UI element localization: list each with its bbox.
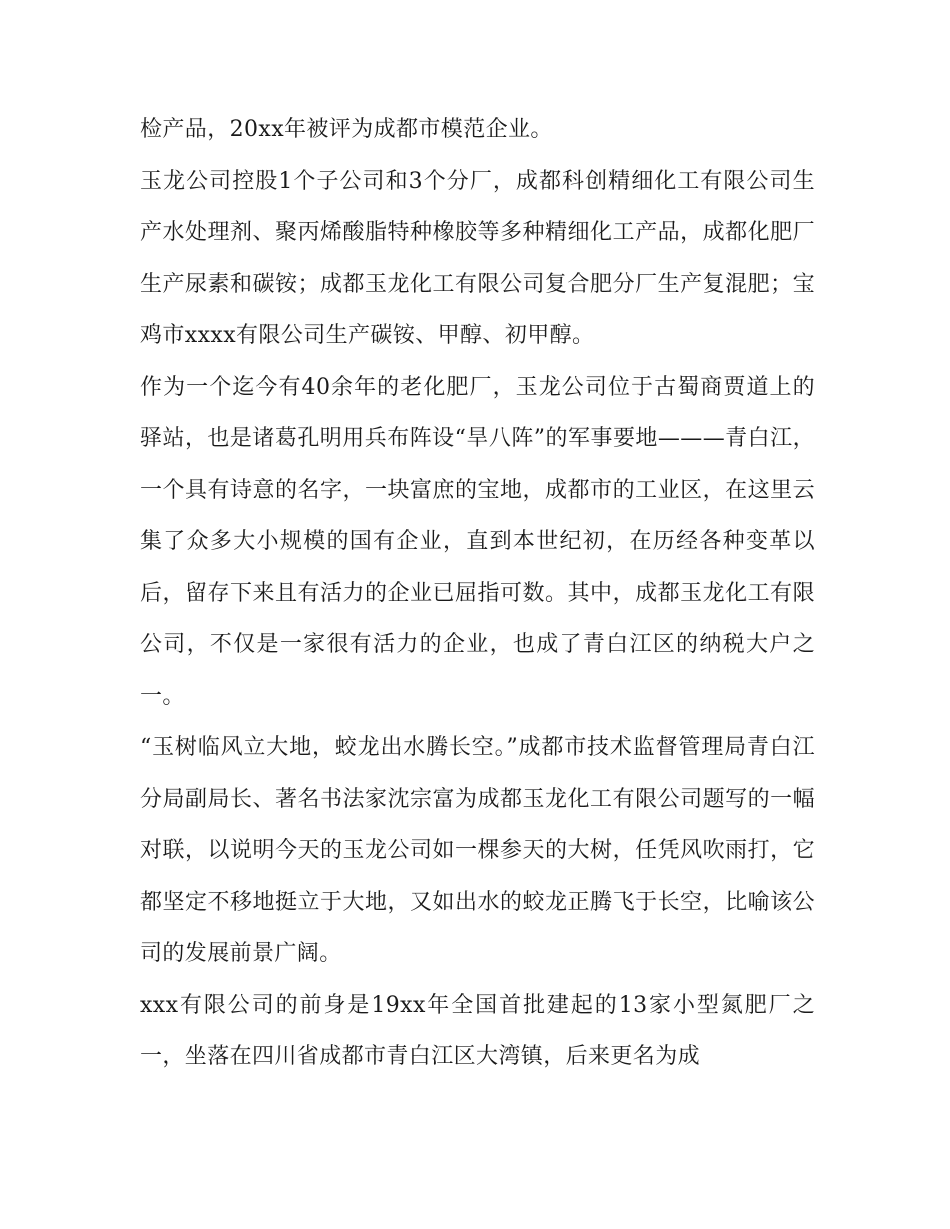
paragraph-5: xxx有限公司的前身是19xx年全国首批建起的13家小型氮肥厂之一，坐落在四川省成都市青白江区大湾镇，后来更名为成 — [140, 992, 815, 1069]
paragraph-1: 检产品，20xx年被评为成都市模范企业。 — [140, 117, 553, 142]
paragraph-4: “玉树临风立大地，蛟龙出水腾长空。”成都市技术监督管理局青白江分局副局长、著名书法家沈宗富为成都玉龙化工有限公司题写的一幅对联，以说明今天的玉龙公司如一棵参天的大树，任凭风吹雨打，它都坚定不移地挺立于大地，又如出水的蛟龙正腾飞于长空，比喻该公司的发展前景广阔。 — [140, 735, 815, 966]
document-body — [140, 104, 815, 1083]
paragraph-3: 作为一个迄今有40余年的老化肥厂，玉龙公司位于古蜀商贾道上的驿站，也是诸葛孔明用兵布阵设“旱八阵”的军事要地———青白江，一个具有诗意的名字，一块富庶的宝地，成都市的工业区，在这里云集了众多大小规模的国有企业，直到本世纪初，在历经各种变革以后，留存下来且有活力的企业已屈指可数。其中，成都玉龙化工有限公司，不仅是一家很有活力的企业，也成了青白江区的纳税大户之一。 — [140, 374, 815, 709]
paragraph-2: 玉龙公司控股1个子公司和3个分厂，成都科创精细化工有限公司生产水处理剂、聚丙烯酸脂特种橡胶等多种精细化工产品，成都化肥厂生产尿素和碳铵；成都玉龙化工有限公司复合肥分厂生产复混肥；宝鸡市xxxx有限公司生产碳铵、甲醇、初甲醇。 — [140, 168, 815, 348]
